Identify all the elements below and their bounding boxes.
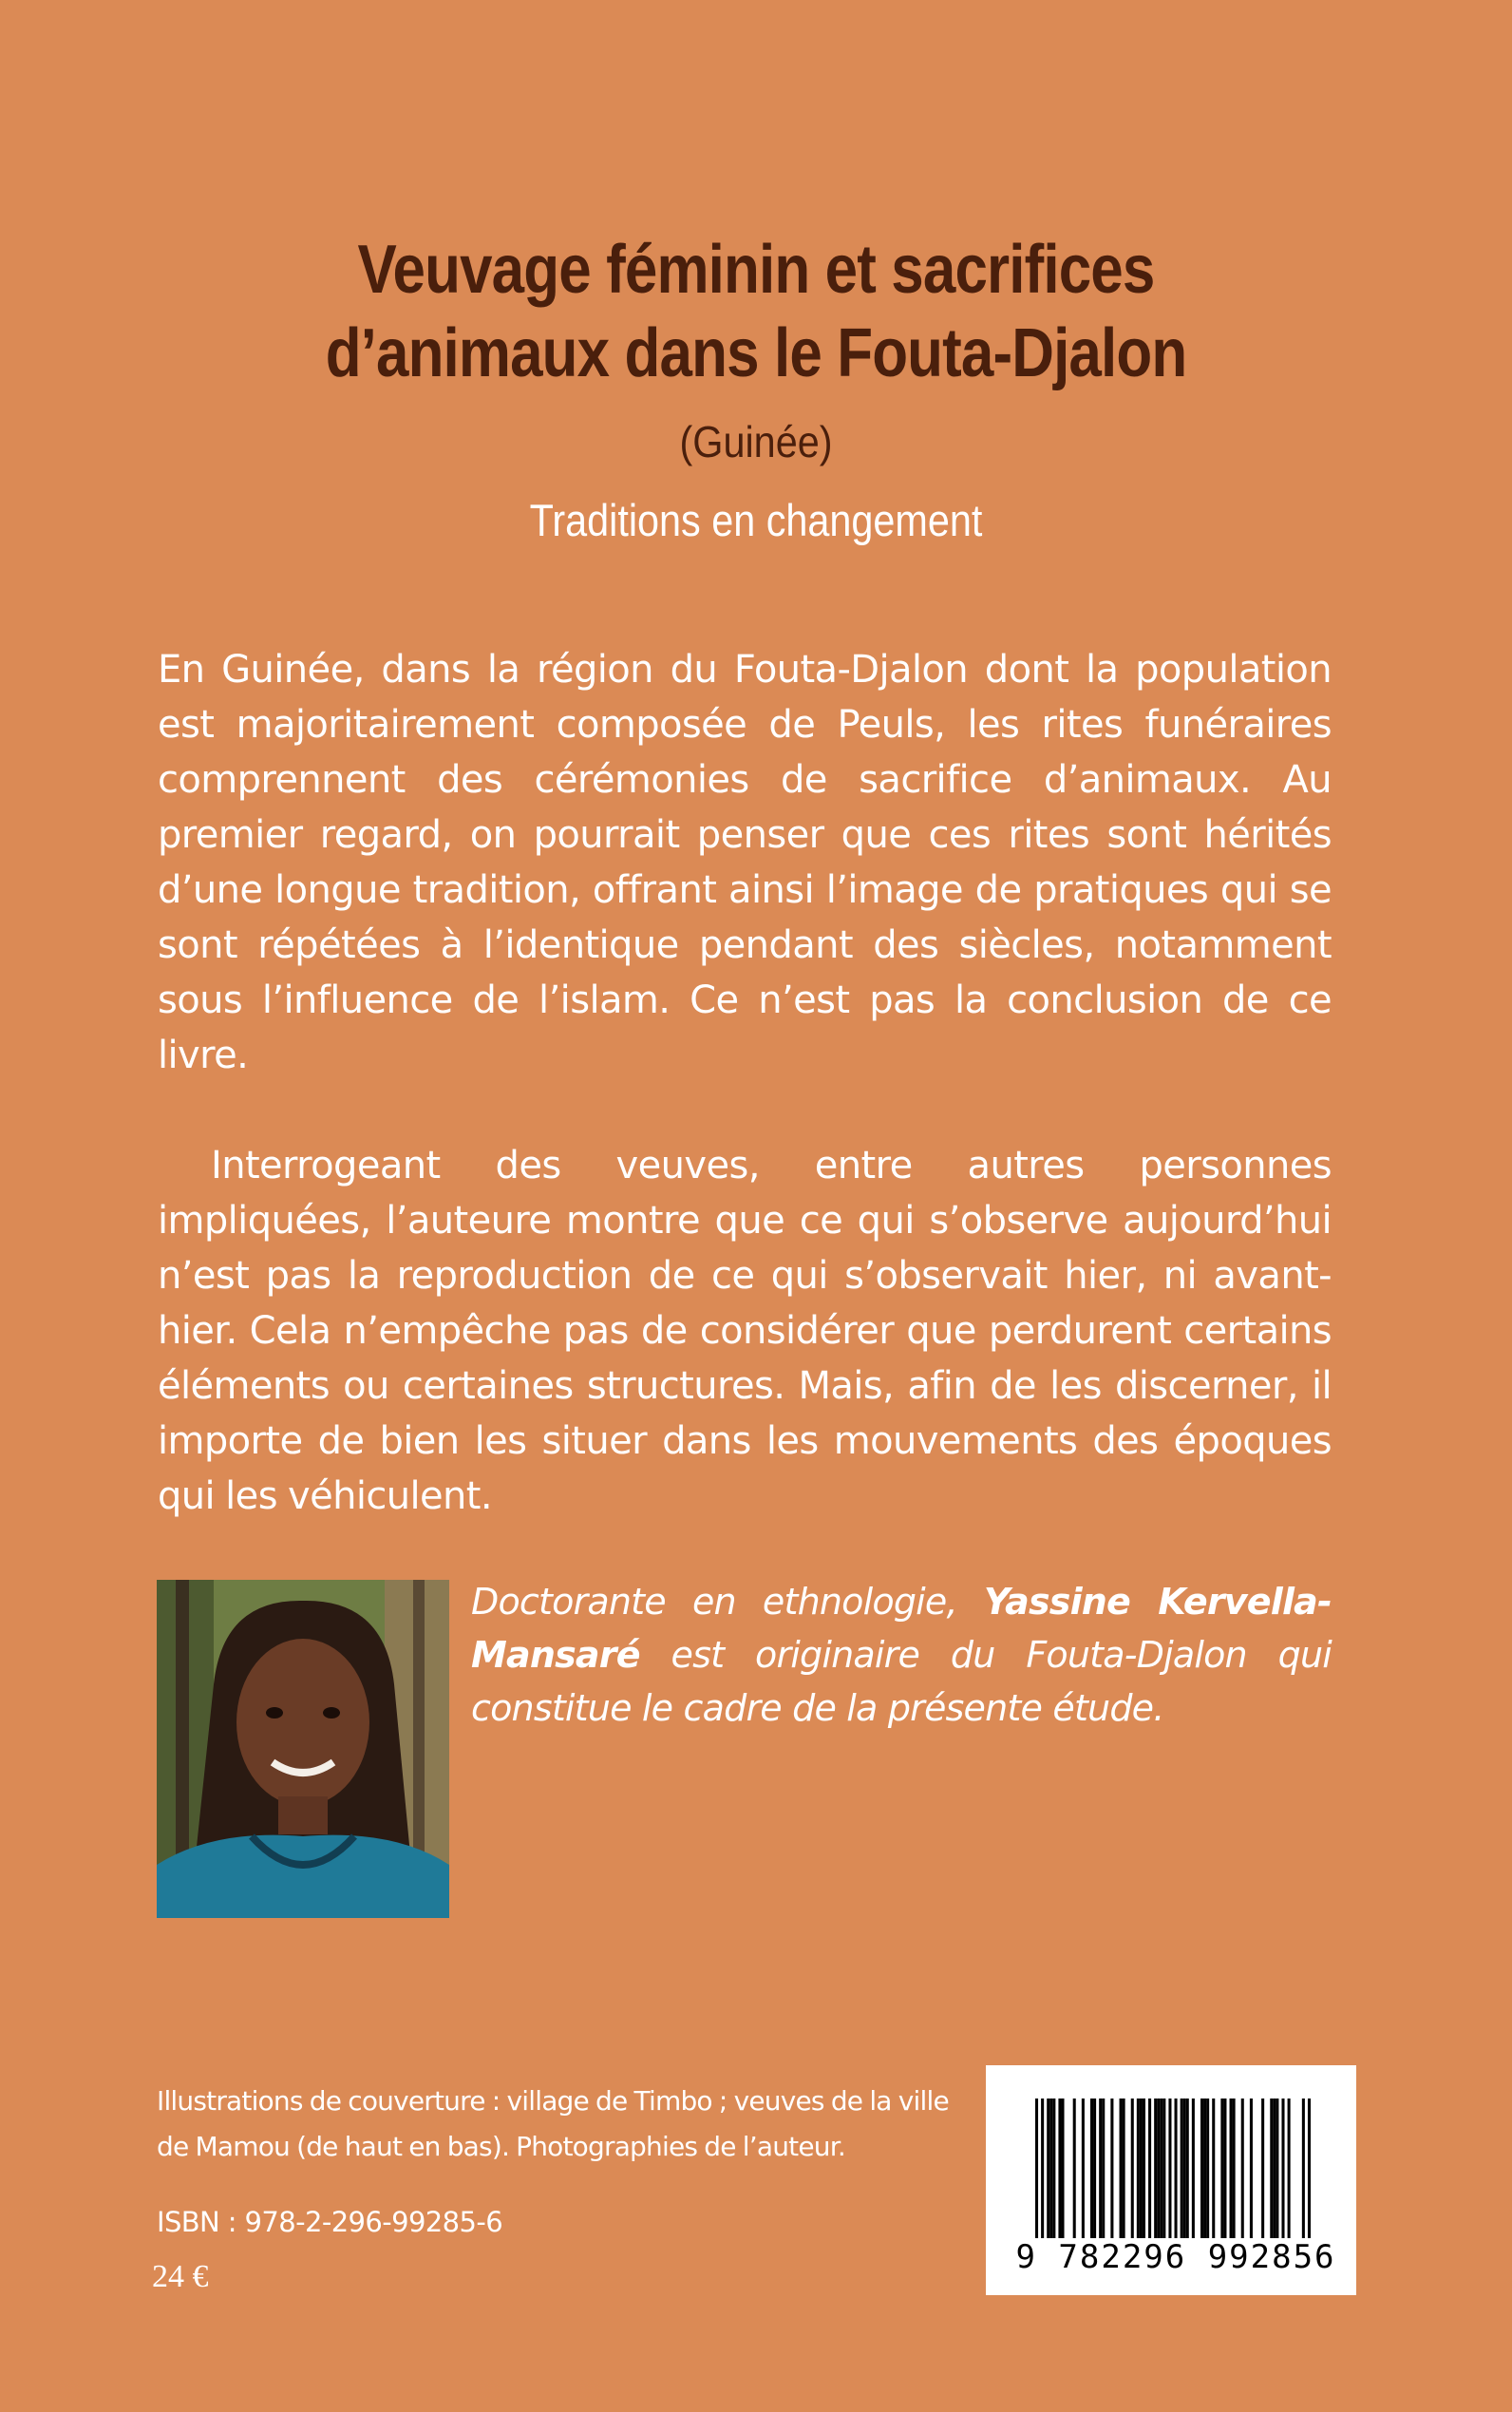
barcode-bar (1181, 2099, 1183, 2238)
author-bio-suffix: est originaire du Fouta-Djalon qui constitue le cadre de la présente étude. (471, 1634, 1332, 1729)
barcode-bar (1123, 2099, 1125, 2238)
barcode-bar (1052, 2099, 1055, 2238)
book-title-line-2: d’animaux dans le Fouta-Djalon (325, 315, 1187, 391)
author-name: Yassine Kervella-Mansaré (471, 1581, 1332, 1676)
barcode-bar (1160, 2099, 1162, 2238)
barcode-bar (1082, 2099, 1085, 2238)
barcode-bar (1120, 2099, 1123, 2238)
barcode-bar (1168, 2099, 1171, 2238)
barcode-bar (1192, 2099, 1195, 2238)
barcode-bar (1102, 2099, 1105, 2238)
barcode-bar (1131, 2099, 1134, 2238)
barcode-bar (1223, 2099, 1226, 2238)
barcode-bar (1137, 2099, 1140, 2238)
barcode-bar (1200, 2099, 1203, 2238)
barcode-bar (1157, 2099, 1160, 2238)
barcode-bar (1041, 2099, 1044, 2238)
barcode-bar (1175, 2099, 1178, 2238)
book-tagline: Traditions en changement (529, 495, 983, 545)
author-photo (157, 1580, 449, 1918)
barcode-bar (1230, 2099, 1233, 2238)
author-bio (471, 1575, 1332, 1735)
barcode-bar (1140, 2099, 1143, 2238)
barcode-bar (1143, 2099, 1145, 2238)
barcode-bar (1288, 2099, 1291, 2238)
barcode-bar (1058, 2099, 1061, 2238)
barcode-digits: 9 782296 992856 (1015, 2238, 1336, 2276)
barcode-bar (1099, 2099, 1102, 2238)
price: 24 € (152, 2259, 209, 2294)
barcode-bar (1090, 2099, 1093, 2238)
barcode (986, 2065, 1356, 2295)
barcode-bar (1183, 2099, 1186, 2238)
barcode-bar (1276, 2099, 1278, 2238)
blurb (158, 642, 1332, 1524)
barcode-bar (1162, 2099, 1165, 2238)
barcode-bar (1241, 2099, 1244, 2238)
blurb-paragraph-2: Interrogeant des veuves, entre autres personnes impliquées, l’auteure montre que ce qui s’observe aujourd’hui n’est pas la reproduction de ce qui s’observait hier, ni avant-hier. Cela n’empêche pas de considérer que perdurent certains éléments ou certaines structures. Mais, afin de les discerner, il importe de bien les situer dans les mouvements des époques qui les véhiculent. (158, 1144, 1332, 1518)
cover-illustration-credits: Illustrations de couverture : village de Timbo ; veuves de la ville de Mamou (de haut en bas). Photographies de l’auteur. (157, 2085, 949, 2162)
barcode-bar (1212, 2099, 1215, 2238)
barcode-bar (1270, 2099, 1273, 2238)
barcode-bar (1302, 2099, 1305, 2238)
title-block (0, 228, 1512, 546)
barcode-bar (1203, 2099, 1206, 2238)
author-portrait-image (157, 1580, 449, 1918)
barcode-bar (1308, 2099, 1311, 2238)
barcode-bar (1047, 2099, 1049, 2238)
barcode-bar (1273, 2099, 1276, 2238)
barcode-bar (1261, 2099, 1264, 2238)
barcode-bar (1093, 2099, 1096, 2238)
barcode-bar (1073, 2099, 1076, 2238)
barcode-bar (1148, 2099, 1151, 2238)
blurb-paragraph-1: En Guinée, dans la région du Fouta-Djalon dont la population est majoritairement composée de Peuls, les rites funéraires comprennent des cérémonies de sacrifice d’animaux. Au premier regard, on pourrait penser que ces rites sont hérités d’une longue tradition, offrant ainsi l’image de pratiques qui se sont répétées à l’identique pendant des siècles, notamment sous l’influence de l’islam. Ce n’est pas la conclusion de ce livre. (158, 648, 1332, 1077)
barcode-bar (1206, 2099, 1209, 2238)
barcode-bar (1220, 2099, 1223, 2238)
barcode-bar (1035, 2099, 1038, 2238)
barcode-bar (1061, 2099, 1064, 2238)
barcode-bar (1110, 2099, 1113, 2238)
barcode-bar (1281, 2099, 1284, 2238)
barcode-bar (1250, 2099, 1253, 2238)
book-subtitle: (Guinée) (679, 417, 833, 466)
isbn: ISBN : 978-2-296-99285-6 (157, 2206, 503, 2238)
book-title-line-1: Veuvage féminin et sacrifices (357, 232, 1155, 308)
barcode-bar (1186, 2099, 1189, 2238)
author-bio-prefix: Doctorante en ethnologie, (471, 1581, 984, 1623)
barcode-bar (1233, 2099, 1236, 2238)
barcode-bar (1154, 2099, 1157, 2238)
barcode-bar (1049, 2099, 1052, 2238)
barcode-bars (1035, 2099, 1311, 2238)
